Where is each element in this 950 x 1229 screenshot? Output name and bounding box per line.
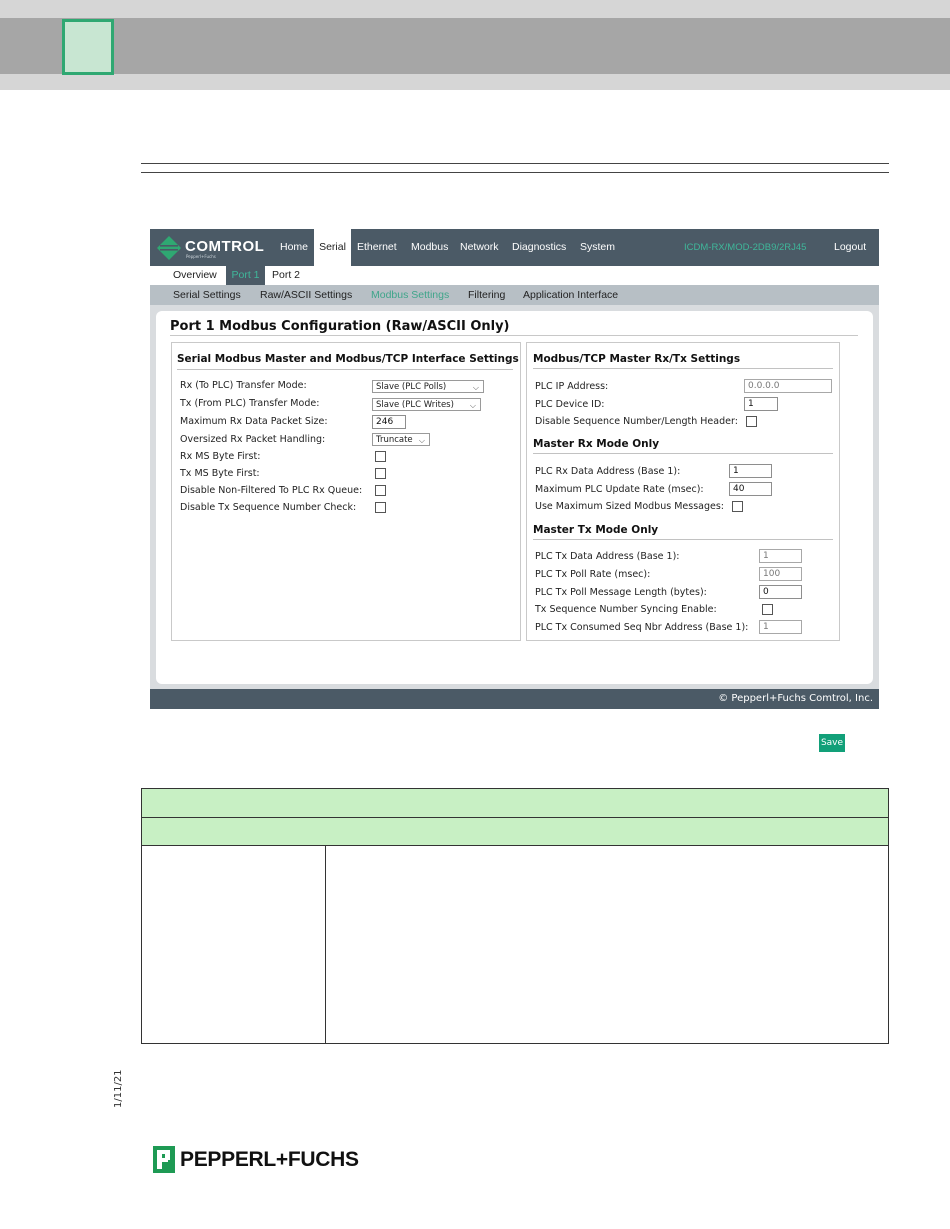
comtrol-logo-icon	[157, 236, 181, 260]
tx-seq-sync-checkbox[interactable]	[762, 604, 773, 615]
disable-seq-header-label: Disable Sequence Number/Length Header:	[535, 416, 738, 427]
table-column-divider	[325, 846, 326, 1043]
tab-overview[interactable]: Overview	[173, 269, 217, 281]
oversized-select[interactable]	[372, 433, 430, 446]
max-update-rate-input[interactable]: 40	[729, 482, 772, 496]
max-rx-size-label: Maximum Rx Data Packet Size:	[180, 416, 328, 427]
tx-consumed-seq-label: PLC Tx Consumed Seq Nbr Address (Base 1):	[535, 622, 749, 633]
master-tx-rule	[533, 539, 833, 540]
tab-port-2[interactable]: Port 2	[272, 269, 301, 281]
logo-subtext: Pepperl+Fuchs	[186, 254, 216, 259]
chevron-down-icon: ⌵	[472, 383, 479, 392]
max-sized-messages-checkbox[interactable]	[732, 501, 743, 512]
left-box-rule	[177, 369, 513, 370]
logout-link[interactable]: Logout	[834, 241, 867, 253]
plc-ip-input[interactable]: 0.0.0.0	[744, 379, 832, 393]
nav-network[interactable]: Network	[460, 241, 499, 253]
master-rx-rule	[533, 453, 833, 454]
port-tabs	[150, 266, 879, 285]
nav-system[interactable]: System	[580, 241, 616, 253]
rx-mode-select[interactable]	[372, 380, 484, 393]
logo-text: COMTROL	[185, 238, 265, 255]
disable-tx-seq-label: Disable Tx Sequence Number Check:	[180, 502, 357, 513]
tab-serial-settings[interactable]: Serial Settings	[173, 289, 241, 301]
master-tx-title: Master Tx Mode Only	[533, 524, 659, 536]
tab-raw-ascii-settings[interactable]: Raw/ASCII Settings	[260, 289, 353, 301]
serial-modbus-settings-box	[171, 342, 521, 641]
device-id-input[interactable]: 1	[744, 397, 778, 411]
master-rx-title: Master Rx Mode Only	[533, 438, 660, 450]
tx-poll-length-label: PLC Tx Poll Message Length (bytes):	[535, 587, 707, 598]
document-date: 1/11/21	[113, 1069, 124, 1108]
tx-poll-rate-label: PLC Tx Poll Rate (msec):	[535, 569, 651, 580]
web-ui-screenshot	[150, 229, 879, 748]
nav-ethernet[interactable]: Ethernet	[357, 241, 397, 253]
plc-ip-label: PLC IP Address:	[535, 381, 609, 392]
disable-nonfiltered-label: Disable Non-Filtered To PLC Rx Queue:	[180, 485, 363, 496]
header-band-dark	[0, 18, 950, 74]
tx-poll-length-input[interactable]: 0	[759, 585, 802, 599]
top-navigation	[150, 229, 879, 266]
panel-title: Port 1 Modbus Configuration (Raw/ASCII Only)	[170, 319, 510, 334]
oversized-value: Truncate	[376, 435, 413, 445]
chapter-tab-square	[62, 19, 114, 75]
rx-data-address-label: PLC Rx Data Address (Base 1):	[535, 466, 681, 477]
disable-tx-seq-checkbox[interactable]	[375, 502, 386, 513]
tx-mode-value: Slave (PLC Writes)	[376, 400, 454, 410]
copyright-text: © Pepperl+Fuchs Comtrol, Inc.	[718, 693, 873, 704]
table-header-row	[142, 789, 888, 818]
disable-nonfiltered-checkbox[interactable]	[375, 485, 386, 496]
tab-modbus-settings[interactable]: Modbus Settings	[371, 289, 450, 301]
max-rx-size-input[interactable]: 246	[372, 415, 406, 429]
tx-data-address-label: PLC Tx Data Address (Base 1):	[535, 551, 680, 562]
tab-application-interface[interactable]: Application Interface	[523, 289, 619, 301]
nav-diagnostics[interactable]: Diagnostics	[512, 241, 567, 253]
tab-port-1[interactable]: Port 1	[226, 266, 265, 285]
tx-poll-rate-input[interactable]: 100	[759, 567, 802, 581]
panel-title-rule	[170, 335, 858, 336]
pepperl-fuchs-logo-icon	[153, 1146, 175, 1173]
chevron-down-icon: ⌵	[469, 401, 476, 410]
tab-filtering[interactable]: Filtering	[468, 289, 506, 301]
tx-mode-select[interactable]	[372, 398, 481, 411]
chevron-down-icon: ⌵	[418, 436, 425, 445]
brand-name: PEPPERL+FUCHS	[180, 1148, 359, 1171]
settings-tabs	[150, 285, 879, 305]
nav-modbus[interactable]: Modbus	[411, 241, 449, 253]
disable-seq-header-checkbox[interactable]	[746, 416, 757, 427]
max-sized-messages-label: Use Maximum Sized Modbus Messages:	[535, 501, 724, 512]
device-id-label: PLC Device ID:	[535, 399, 605, 410]
tx-ms-byte-checkbox[interactable]	[375, 468, 386, 479]
oversized-label: Oversized Rx Packet Handling:	[180, 434, 326, 445]
rx-mode-label: Rx (To PLC) Transfer Mode:	[180, 380, 307, 391]
tx-seq-sync-label: Tx Sequence Number Syncing Enable:	[535, 604, 717, 615]
tx-ms-byte-label: Tx MS Byte First:	[180, 468, 260, 479]
tx-consumed-seq-input[interactable]: 1	[759, 620, 802, 634]
rx-ms-byte-label: Rx MS Byte First:	[180, 451, 261, 462]
table-subheader-row	[142, 818, 888, 846]
nav-serial[interactable]: Serial	[314, 229, 351, 266]
tx-data-address-input[interactable]: 1	[759, 549, 802, 563]
nav-home[interactable]: Home	[280, 241, 309, 253]
modbus-tcp-master-box	[526, 342, 840, 641]
rx-ms-byte-checkbox[interactable]	[375, 451, 386, 462]
section-divider	[141, 163, 889, 173]
rx-data-address-input[interactable]: 1	[729, 464, 772, 478]
right-box-title: Modbus/TCP Master Rx/Tx Settings	[533, 353, 741, 365]
device-model: ICDM-RX/MOD-2DB9/2RJ45	[684, 242, 807, 253]
rx-mode-value: Slave (PLC Polls)	[376, 382, 447, 392]
tx-mode-label: Tx (From PLC) Transfer Mode:	[180, 398, 320, 409]
right-box-rule	[533, 368, 833, 369]
footer-bar	[150, 689, 879, 709]
save-button[interactable]: Save	[819, 734, 845, 752]
description-table	[141, 788, 889, 1044]
left-box-title: Serial Modbus Master and Modbus/TCP Interface Settings	[177, 353, 519, 365]
max-update-rate-label: Maximum PLC Update Rate (msec):	[535, 484, 704, 495]
